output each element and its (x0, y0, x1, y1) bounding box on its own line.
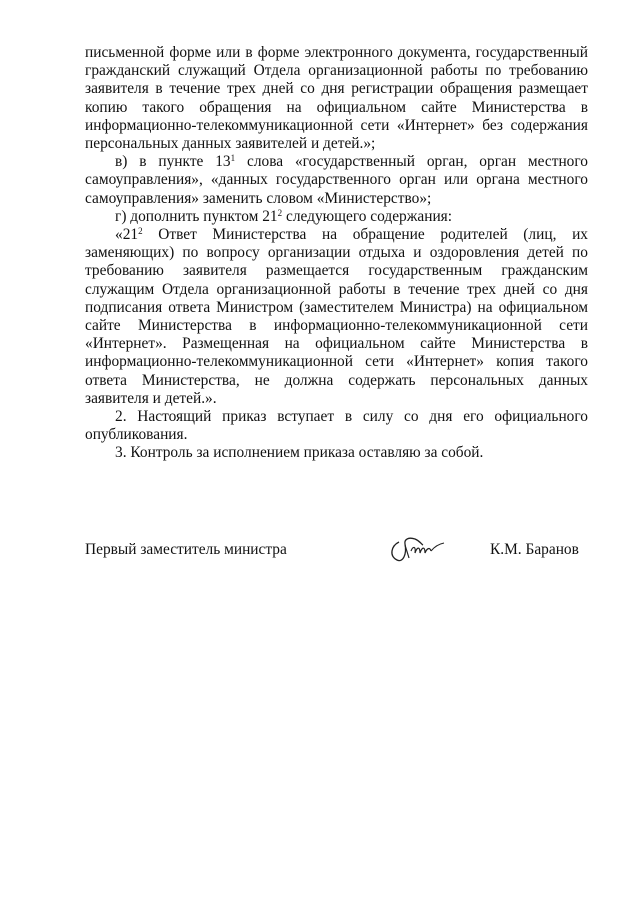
paragraph-item-g (85, 208, 588, 226)
item-g-text-start: г) дополнить пунктом 21 (115, 207, 278, 225)
item-v-superscript: 1 (230, 153, 236, 164)
paragraph-point-21-2 (85, 226, 588, 408)
point-21-2-superscript: 2 (138, 226, 143, 237)
paragraph-continuation: письменной форме или в форме электронного документа, государственный гражданский служащий Отдела организационной работы по требованию заявителя в течение трех дней со дня регистрации обращения размещает копию такого обращения на официальном сайте Министерства в информационно-телекоммуникационной сети «Интернет» без содержания персональных данных заявителей и детей.»; (85, 44, 588, 153)
item-g-text-end: следующего содержания: (282, 207, 453, 225)
paragraph-3-control: 3. Контроль за исполнением приказа оставляю за собой. (115, 444, 484, 462)
item-v-text-start: в) в пункте 13 (115, 153, 231, 171)
signer-name: К.М. Баранов (490, 541, 579, 558)
item-v-text-end: слова «государственный орган, орган местного самоуправления», «данных государственного орган или органа местного самоуправления» заменить словом «Министерство»; (85, 153, 588, 207)
point-21-2-text-start: «21 (115, 226, 139, 244)
signer-position-title: Первый заместитель министра (85, 541, 287, 558)
document-body (85, 44, 588, 463)
point-21-2-text-end: Ответ Министерства на обращение родителей (лиц, их заменяющих) по вопросу организации отдыха и оздоровления детей по требованию заявителя размещается государственным гражданским служащим Отдела организационной работы в течение трех дней со дня подписания ответа Министром (заместителем Министра) на официальном сайте Министерства в информационно-телекоммуникационной сети «Интернет». Размещенная на официальном сайте Министерства в информационно-телекоммуникационной сети «Интернет» копия такого ответа Министерства, не должна содержать персональных данных заявителя и детей.». (85, 226, 588, 407)
handwritten-signature-icon (385, 530, 465, 566)
paragraph-2-effective-date: 2. Настоящий приказ вступает в силу со дня его официального опубликования. (85, 408, 588, 444)
paragraph-item-v (85, 153, 588, 208)
item-g-superscript: 2 (277, 207, 283, 218)
